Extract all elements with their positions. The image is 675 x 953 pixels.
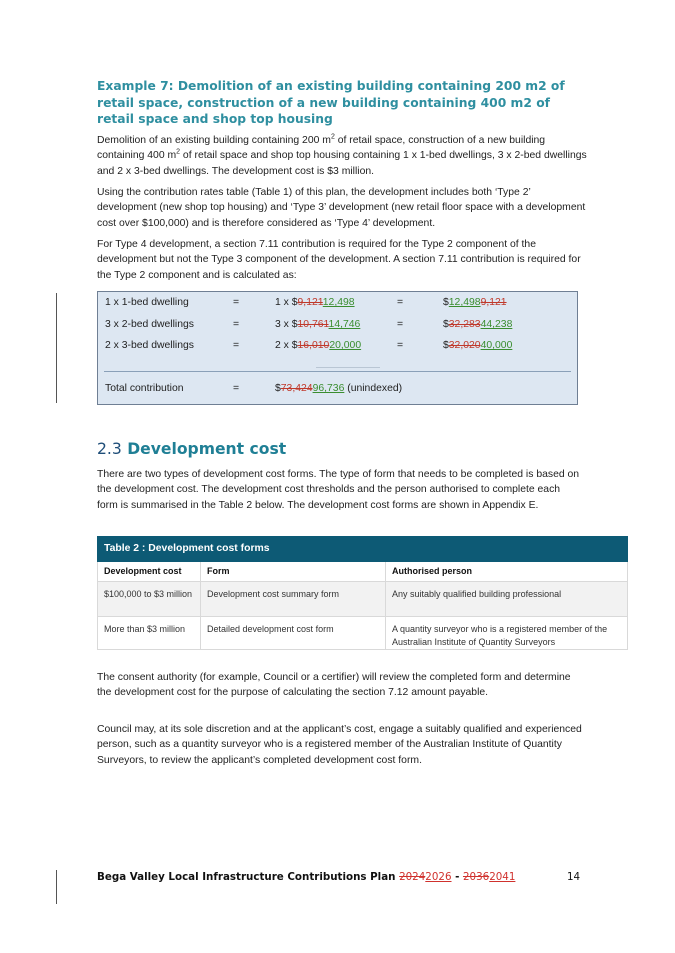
table-cell: A quantity surveyor who is a registered member of the Australian Institute of Quantity Surveyors bbox=[392, 624, 608, 647]
calc-total: $32,02040,000 bbox=[443, 340, 513, 351]
calc-total: $12,4989,121 bbox=[443, 297, 507, 308]
equals-sign: = bbox=[397, 340, 404, 351]
footer-dash: - bbox=[451, 871, 463, 883]
table-cell: Development cost summary form bbox=[207, 589, 340, 599]
table-cell: $100,000 to $3 million bbox=[104, 589, 193, 599]
total-label: Total contribution bbox=[105, 383, 184, 394]
equals-sign: = bbox=[397, 319, 404, 330]
footer-year-deleted: 2036 bbox=[462, 871, 490, 883]
section-paragraph-2: The consent authority (for example, Council or a certifier) will review the completed form and determine the development cost for the purpose of calculating the section 7.12 amount payable. bbox=[97, 672, 571, 699]
calc-label: 2 x 3-bed dwellings bbox=[105, 340, 194, 351]
table-header-cell: Authorised person bbox=[392, 566, 473, 576]
equals-sign: = bbox=[233, 319, 240, 330]
table-cell: Detailed development cost form bbox=[207, 624, 334, 634]
calc-rate: 2 x $16,01020,000 bbox=[275, 340, 362, 351]
calc-label: 1 x 1-bed dwelling bbox=[105, 297, 189, 308]
p1-text-b: of retail space, construction of a new building containing 400 m bbox=[97, 135, 546, 162]
example-paragraph-2: Using the contribution rates table (Table 1) of this plan, the development includes both ‘Type 2’ development (new shop top housing) and ‘Type 3’ development (new retail floor space with a development cost over $100,000) and is therefore considered as ‘Type 4’ development. bbox=[97, 187, 586, 229]
example-paragraph-3: For Type 4 development, a section 7.11 contribution is required for the Type 2 component of the development but not the Type 3 component of the development. A section 7.11 contribution is required for the Type 2 component and is calculated as: bbox=[97, 239, 581, 281]
table-header-cell: Form bbox=[207, 566, 230, 576]
table-cell: Any suitably qualified building professional bbox=[392, 589, 562, 599]
change-bar bbox=[56, 870, 57, 904]
section-paragraph-3: Council may, at its sole discretion and at the applicant’s cost, engage a suitably qualified and experienced person, such as a quantity surveyor who is a registered member of the Australian Institute of Quantity Surveyors, to review the applicant’s completed development cost form. bbox=[97, 724, 582, 766]
underline-divider bbox=[316, 367, 380, 368]
superscript: 2 bbox=[176, 148, 181, 156]
footer-year-deleted: 2024 bbox=[399, 871, 426, 883]
p1-text-c: of retail space and shop top housing containing 1 x 1-bed dwellings, 3 x 2-bed dwellings and 2 x 3-bed dwellings. The development cost is $3 million. bbox=[97, 150, 587, 177]
equals-sign: = bbox=[233, 340, 240, 351]
section-number: 2.3 bbox=[97, 440, 122, 458]
calc-total: $32,28344,238 bbox=[443, 319, 513, 330]
p1-text-a: Demolition of an existing building containing 200 m bbox=[97, 135, 331, 146]
footer-plan-name: Bega Valley Local Infrastructure Contributions Plan bbox=[97, 871, 400, 883]
page-number: 14 bbox=[567, 871, 581, 883]
total-value: $73,42496,736 (unindexed) bbox=[275, 383, 403, 394]
table-row bbox=[97, 617, 628, 650]
table-row bbox=[97, 582, 628, 617]
example-heading: Example 7: Demolition of an existing building containing 200 m2 of retail space, construction of a new building containing 400 m2 of retail space and shop top housing bbox=[97, 79, 565, 126]
total-divider bbox=[104, 371, 571, 372]
calc-label: 3 x 2-bed dwellings bbox=[105, 319, 194, 330]
example-paragraph-1 bbox=[97, 133, 587, 179]
footer-year-inserted: 2041 bbox=[489, 871, 516, 883]
equals-sign: = bbox=[233, 297, 240, 308]
section-paragraph-1: There are two types of development cost forms. The type of form that needs to be completed is based on the development cost. The development cost thresholds and the person authorised to complete each form is summarised in the Table 2 below. The development cost forms are shown in Appendix E. bbox=[97, 469, 580, 511]
equals-sign: = bbox=[233, 383, 240, 394]
calc-rate: 1 x $9,12112,498 bbox=[275, 297, 355, 308]
calc-rate: 3 x $10,76114,746 bbox=[275, 319, 361, 330]
calculation-box bbox=[97, 291, 578, 405]
table-header-row bbox=[97, 562, 628, 582]
table-cell: More than $3 million bbox=[104, 624, 186, 634]
table-header-cell: Development cost bbox=[104, 566, 182, 576]
section-heading bbox=[97, 440, 286, 458]
change-bar bbox=[56, 293, 57, 403]
footer-title bbox=[97, 871, 515, 883]
footer-year-inserted: 2026 bbox=[425, 871, 452, 883]
section-title: Development cost bbox=[121, 440, 287, 458]
table-title: Table 2 : Development cost forms bbox=[97, 536, 628, 562]
superscript: 2 bbox=[330, 133, 335, 141]
equals-sign: = bbox=[397, 297, 404, 308]
